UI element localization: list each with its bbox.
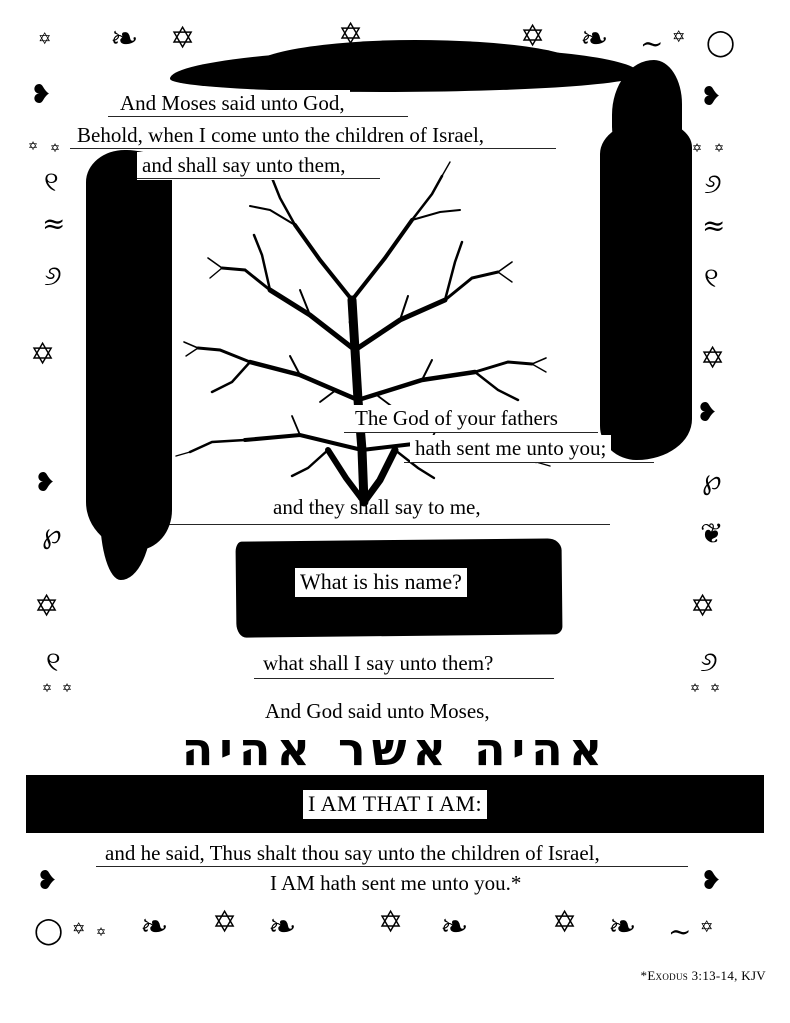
swirl-icon: ❧ [608, 907, 637, 947]
swirl-icon: ❧ [440, 907, 469, 947]
star-of-david-icon: ✡ [378, 906, 404, 939]
rule-line [70, 148, 556, 149]
verse-line-7-question: What is his name? [295, 568, 467, 597]
heart-icon: ❥ [696, 398, 718, 428]
star-of-david-icon: ✡ [62, 681, 73, 695]
verse-line-2: Behold, when I come unto the children of Israel, [72, 122, 489, 150]
circle-icon: ◯ [34, 916, 64, 946]
ink-blob-right-upper [612, 60, 682, 170]
heart-icon: ❥ [700, 866, 722, 896]
rule-line [254, 678, 554, 679]
star-of-david-icon: ✡ [690, 681, 701, 695]
star-of-david-icon: ✡ [710, 681, 721, 695]
verse-line-10-i-am-that-i-am: I AM THAT I AM: [303, 790, 487, 819]
star-of-david-icon: ✡ [700, 342, 726, 375]
swirl-icon: ❧ [268, 907, 297, 947]
star-of-david-icon: ✡ [50, 141, 61, 155]
verse-line-4: The God of your fathers [350, 405, 563, 433]
rule-line [108, 116, 408, 117]
star-of-david-icon: ✡ [38, 31, 52, 48]
swirl-icon: ❧ [140, 907, 169, 947]
rule-line [140, 524, 610, 525]
flourish-icon: ℘ [42, 517, 62, 550]
star-of-david-icon: ✡ [552, 906, 578, 939]
flourish-icon: ୬ [700, 645, 718, 678]
verse-line-11: and he said, Thus shalt thou say unto the children of Israel, [105, 841, 600, 865]
star-of-david-icon: ✡ [170, 22, 196, 55]
star-of-david-icon: ✡ [714, 141, 725, 155]
star-of-david-icon: ✡ [72, 921, 86, 938]
verse-line-1: And Moses said unto God, [115, 90, 350, 118]
star-of-david-icon: ✡ [34, 590, 60, 623]
citation: *Exodus 3:13-14, KJV [640, 968, 766, 983]
flourish-icon: ≈ [42, 207, 66, 240]
flourish-icon: ℘ [702, 463, 722, 496]
star-of-david-icon: ✡ [212, 906, 238, 939]
hebrew-text: אהיה אשר אהיה [181, 722, 609, 776]
rule-line [344, 432, 598, 433]
ink-blob-left-lower [100, 470, 152, 580]
star-of-david-icon: ✡ [30, 338, 56, 371]
flourish-icon: ୧ [46, 645, 61, 678]
flourish-icon: ~ [668, 915, 692, 948]
star-of-david-icon: ✡ [672, 29, 686, 46]
swirl-icon: ❧ [580, 19, 609, 59]
flourish-icon: ୧ [44, 165, 59, 198]
rule-line [136, 178, 380, 179]
verse-line-8: what shall I say unto them? [263, 651, 494, 675]
flourish-icon: ≈ [702, 209, 726, 242]
star-of-david-icon: ✡ [338, 18, 364, 51]
circle-icon: ◯ [706, 28, 736, 58]
flourish-icon: ❦ [700, 517, 724, 550]
swirl-icon: ❧ [110, 19, 139, 59]
verse-line-6: and they shall say to me, [273, 495, 481, 519]
flourish-icon: ୬ [44, 259, 62, 292]
rule-line [404, 462, 654, 463]
star-of-david-icon: ✡ [42, 681, 53, 695]
flourish-icon: ୧ [704, 261, 719, 294]
star-of-david-icon: ✡ [96, 925, 107, 939]
star-of-david-icon: ✡ [520, 20, 546, 53]
star-of-david-icon: ✡ [28, 139, 39, 153]
heart-icon: ❥ [36, 866, 58, 896]
verse-line-12: I AM hath sent me unto you.* [270, 871, 522, 895]
star-of-david-icon: ✡ [692, 141, 703, 155]
verse-line-5: hath sent me unto you; [410, 435, 611, 463]
star-of-david-icon: ✡ [700, 919, 714, 936]
heart-icon: ❥ [700, 82, 722, 112]
ink-blob-right [600, 120, 692, 460]
heart-icon: ❥ [34, 468, 56, 498]
rule-line [96, 866, 688, 867]
flourish-icon: ୬ [704, 167, 722, 200]
flourish-icon: ~ [640, 27, 664, 60]
star-of-david-icon: ✡ [690, 590, 716, 623]
verse-line-9: And God said unto Moses, [265, 699, 490, 723]
verse-line-3: and shall say unto them, [137, 152, 351, 180]
heart-icon: ❥ [30, 80, 52, 110]
